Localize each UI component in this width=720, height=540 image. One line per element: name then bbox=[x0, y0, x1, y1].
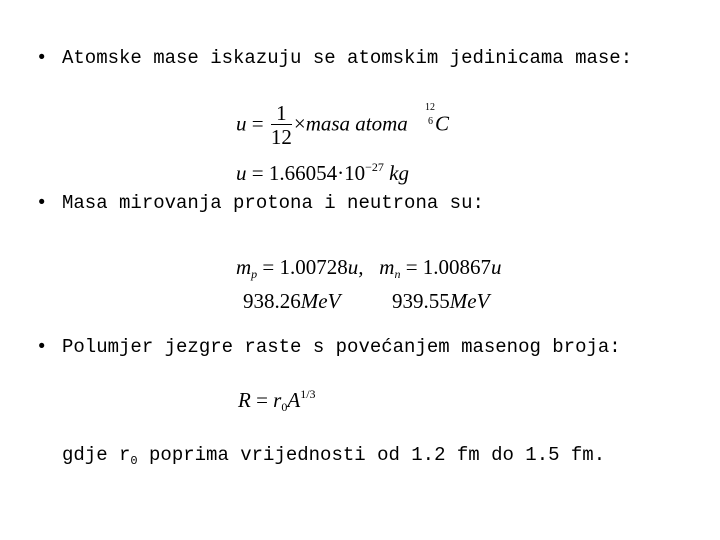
footer-pre: gdje r bbox=[62, 444, 131, 466]
symbol-m: m bbox=[236, 255, 252, 279]
subscript-p: p bbox=[251, 267, 258, 281]
bullet-dot: • bbox=[36, 192, 48, 214]
bullet-dot: • bbox=[36, 336, 48, 358]
bullet-dot: • bbox=[36, 47, 48, 69]
bullet-item-atomic-mass bbox=[36, 47, 632, 69]
unit-kg: kg bbox=[389, 161, 409, 185]
bullet-item-nuclear-radius bbox=[36, 336, 621, 358]
symbol-r: r bbox=[273, 388, 282, 412]
power-exponent: −27 bbox=[365, 160, 384, 174]
symbol-u: u bbox=[236, 111, 247, 136]
bullet-text: Atomske mase iskazuju se atomskim jedinicama mase: bbox=[62, 47, 633, 69]
isotope-symbol: C bbox=[435, 111, 450, 136]
symbol-A: A bbox=[287, 388, 301, 412]
formula-atomic-mass-unit bbox=[236, 102, 449, 149]
neutron-energy-value: 939.55 bbox=[392, 289, 450, 313]
formula-proton-energy bbox=[243, 289, 340, 314]
symbol-R: R bbox=[238, 388, 251, 412]
fraction-numerator: 1 bbox=[271, 102, 292, 125]
symbol-u: u bbox=[236, 161, 247, 185]
neutron-mass-unit: u bbox=[491, 255, 502, 279]
equals-sign: = bbox=[256, 388, 268, 412]
proton-mass-value: = 1.00728 bbox=[262, 255, 348, 279]
formula-text: masa atoma bbox=[305, 111, 408, 136]
subscript-n: n bbox=[394, 267, 401, 281]
neutron-energy-unit: MeV bbox=[449, 289, 490, 313]
mantissa: 1.66054 bbox=[268, 161, 338, 185]
footer-note bbox=[62, 444, 605, 468]
symbol-m: m bbox=[379, 255, 395, 279]
fraction-denominator: 12 bbox=[270, 125, 292, 149]
times-sign: × bbox=[293, 111, 306, 136]
isotope-atomic-number: 6 bbox=[428, 116, 434, 128]
formula-nuclear-radius bbox=[238, 387, 316, 415]
bullet-item-rest-mass bbox=[36, 192, 484, 214]
bullet-text: Polumjer jezgre raste s povećanjem masenog broja: bbox=[62, 336, 621, 358]
formula-neutron-energy bbox=[392, 289, 489, 314]
footer-post: poprima vrijednosti od 1.2 fm do 1.5 fm. bbox=[137, 444, 606, 466]
fraction-one-twelfth bbox=[271, 102, 292, 149]
proton-energy-value: 938.26 bbox=[243, 289, 301, 313]
proton-energy-unit: MeV bbox=[300, 289, 341, 313]
power-base: 10 bbox=[344, 161, 366, 185]
bullet-text: Masa mirovanja protona i neutrona su: bbox=[62, 192, 484, 214]
equals-sign: = bbox=[251, 161, 264, 185]
formula-proton-neutron-mass bbox=[236, 255, 502, 282]
subscript-zero: 0 bbox=[281, 400, 288, 414]
multiply-dot: · bbox=[337, 161, 345, 185]
exponent-one-third: 1/3 bbox=[300, 387, 316, 401]
isotope-mass-number: 12 bbox=[425, 102, 436, 114]
neutron-mass-value: = 1.00867 bbox=[405, 255, 492, 279]
proton-mass-unit: u, bbox=[347, 255, 364, 279]
isotope-notation bbox=[419, 102, 436, 132]
equals-sign: = bbox=[251, 111, 264, 136]
footer-subscript: 0 bbox=[130, 454, 138, 468]
formula-u-value bbox=[236, 160, 409, 186]
